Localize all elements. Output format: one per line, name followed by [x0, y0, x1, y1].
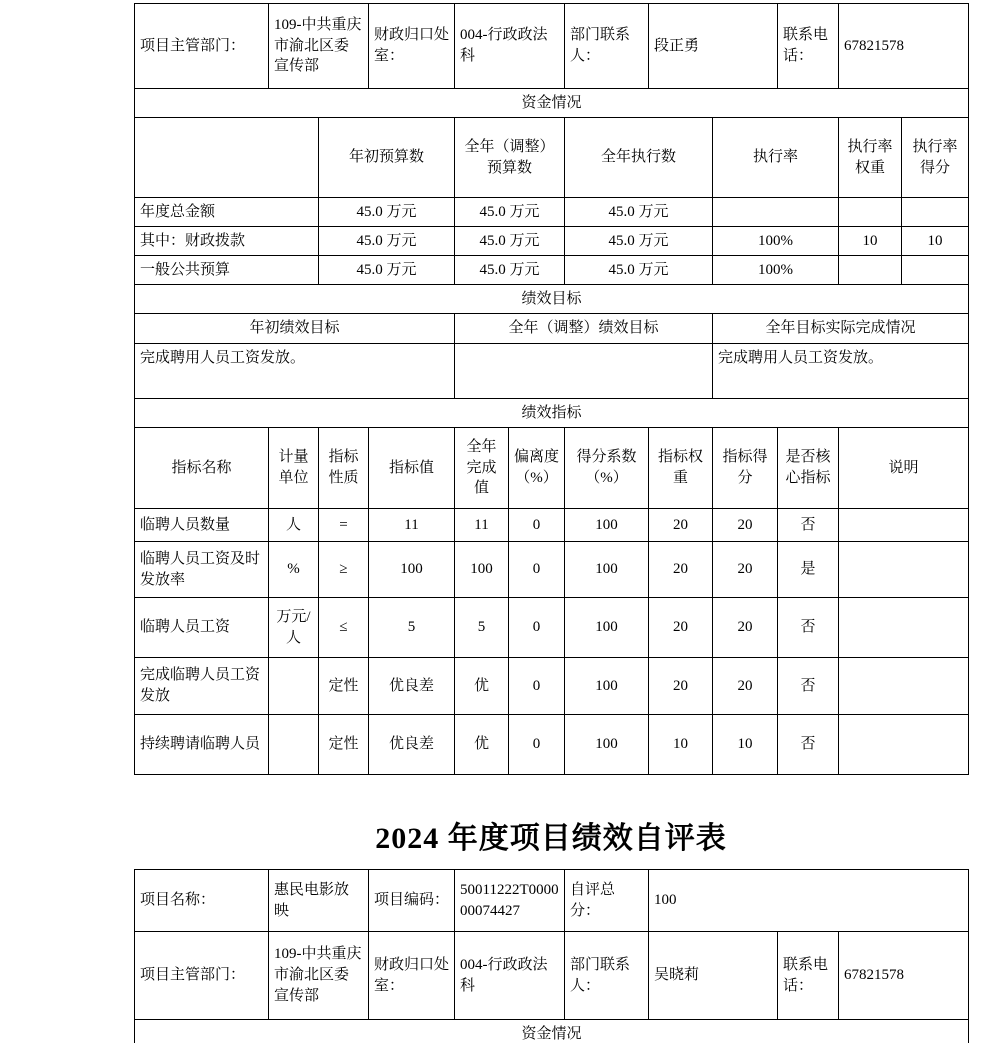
project-info-row: [135, 870, 969, 932]
table-cell: 20: [649, 542, 713, 598]
section-targets-title: 绩效目标: [135, 285, 969, 314]
initial-target-value: 完成聘用人员工资发放。: [135, 344, 455, 399]
section-targets-row: [135, 285, 969, 314]
table-cell: [902, 198, 969, 227]
table-cell: 年度总金额: [135, 198, 319, 227]
table-cell: [902, 256, 969, 285]
table-cell: 0: [509, 598, 565, 658]
table-cell: 临聘人员数量: [135, 509, 269, 542]
table-cell: 其中：财政拨款: [135, 227, 319, 256]
section-funding-title: 资金情况: [135, 89, 969, 118]
col-score: 指标得分: [713, 428, 778, 509]
table-cell: 100: [565, 658, 649, 715]
project-dept-label: 项目主管部门：: [135, 4, 269, 89]
dept-contact-label: 部门联系人：: [565, 4, 649, 89]
table-cell: 定性: [319, 715, 369, 775]
table-cell: [839, 198, 902, 227]
table-cell: 否: [778, 715, 839, 775]
col-indicator-name: 指标名称: [135, 428, 269, 509]
col-rate-score: 执行率得分: [902, 118, 969, 198]
table-cell: 45.0 万元: [565, 256, 713, 285]
col-adjusted-budget: 全年（调整）预算数: [455, 118, 565, 198]
table-cell: [269, 715, 319, 775]
dept-contact-value: 段正勇: [649, 4, 778, 89]
col-actual-completion: 全年目标实际完成情况: [713, 314, 969, 344]
table-cell: 10: [713, 715, 778, 775]
indicator-row: [135, 542, 969, 598]
col-execution-rate: 执行率: [713, 118, 839, 198]
project-dept-value: 109-中共重庆市渝北区委宣传部: [269, 932, 369, 1020]
table-cell: 5: [455, 598, 509, 658]
col-remark: 说明: [839, 428, 969, 509]
actual-completion-value: 完成聘用人员工资发放。: [713, 344, 969, 399]
indicators-header-row: [135, 428, 969, 509]
table-cell: ≤: [319, 598, 369, 658]
funding-header-row: [135, 118, 969, 198]
phone-label: 联系电话：: [778, 932, 839, 1020]
table-cell: 一般公共预算: [135, 256, 319, 285]
table-cell: 0: [509, 658, 565, 715]
adjusted-target-value: [455, 344, 713, 399]
table-cell: 45.0 万元: [455, 256, 565, 285]
table-cell: 20: [713, 542, 778, 598]
phone-label: 联系电话：: [778, 4, 839, 89]
table-cell: [135, 118, 319, 198]
table-cell: 万元/人: [269, 598, 319, 658]
table-cell: 100%: [713, 256, 839, 285]
col-adjusted-target: 全年（调整）绩效目标: [455, 314, 713, 344]
table-cell: 完成临聘人员工资发放: [135, 658, 269, 715]
project-code-label: 项目编码：: [369, 870, 455, 932]
table-cell: 定性: [319, 658, 369, 715]
table-cell: 45.0 万元: [455, 198, 565, 227]
table-cell: 45.0 万元: [565, 227, 713, 256]
finance-office-label: 财政归口处室：: [369, 4, 455, 89]
table-cell: ≥: [319, 542, 369, 598]
table-cell: 45.0 万元: [319, 227, 455, 256]
table-cell: 否: [778, 598, 839, 658]
table-cell: 临聘人员工资: [135, 598, 269, 658]
table-cell: 优: [455, 658, 509, 715]
table-cell: 100%: [713, 227, 839, 256]
table-cell: 20: [649, 509, 713, 542]
col-unit: 计量单位: [269, 428, 319, 509]
self-score-value: 100: [649, 870, 969, 932]
table-cell: 20: [713, 658, 778, 715]
dept-contact-label: 部门联系人：: [565, 932, 649, 1020]
table-cell: 10: [649, 715, 713, 775]
table-cell: 45.0 万元: [455, 227, 565, 256]
col-completed-value: 全年完成值: [455, 428, 509, 509]
funding-row-public: [135, 256, 969, 285]
dept-contact-value: 吴晓莉: [649, 932, 778, 1020]
section-funding-title: 资金情况: [135, 1020, 969, 1043]
self-score-label: 自评总分：: [565, 870, 649, 932]
table-cell: 10: [839, 227, 902, 256]
table-cell: 20: [649, 598, 713, 658]
page-title: 2024 年度项目绩效自评表: [375, 822, 727, 855]
table-cell: 临聘人员工资及时发放率: [135, 542, 269, 598]
table-cell: 0: [509, 542, 565, 598]
project-dept-label: 项目主管部门：: [135, 932, 269, 1020]
col-executed: 全年执行数: [565, 118, 713, 198]
funding-row-fiscal: [135, 227, 969, 256]
phone-value: 67821578: [839, 4, 969, 89]
project-name-label: 项目名称：: [135, 870, 269, 932]
section-funding-row: [135, 1020, 969, 1043]
col-initial-budget: 年初预算数: [319, 118, 455, 198]
table-cell: 100: [565, 715, 649, 775]
table-cell: =: [319, 509, 369, 542]
table-cell: [839, 509, 969, 542]
table-cell: 5: [369, 598, 455, 658]
table-cell: 0: [509, 715, 565, 775]
phone-value: 67821578: [839, 932, 969, 1020]
indicator-row: [135, 598, 969, 658]
col-score-coefficient: 得分系数（%）: [565, 428, 649, 509]
table-cell: 100: [565, 598, 649, 658]
table-cell: [839, 658, 969, 715]
project-dept-value: 109-中共重庆市渝北区委宣传部: [269, 4, 369, 89]
section-funding-row: [135, 89, 969, 118]
table-cell: 人: [269, 509, 319, 542]
table-cell: 45.0 万元: [319, 256, 455, 285]
table-cell: 100: [565, 509, 649, 542]
project-code-value: 50011222T000000074427: [455, 870, 565, 932]
targets-content-row: [135, 344, 969, 399]
table-cell: [713, 198, 839, 227]
table-cell: %: [269, 542, 319, 598]
col-initial-target: 年初绩效目标: [135, 314, 455, 344]
section-indicators-title: 绩效指标: [135, 399, 969, 428]
col-deviation: 偏离度（%）: [509, 428, 565, 509]
table-cell: [839, 542, 969, 598]
table-cell: 0: [509, 509, 565, 542]
finance-office-label: 财政归口处室：: [369, 932, 455, 1020]
table-cell: 11: [369, 509, 455, 542]
table-cell: 20: [713, 509, 778, 542]
table-cell: 45.0 万元: [319, 198, 455, 227]
indicator-row: [135, 715, 969, 775]
table-cell: [269, 658, 319, 715]
table-cell: 20: [649, 658, 713, 715]
finance-office-value: 004-行政政法科: [455, 932, 565, 1020]
table-cell: 优良差: [369, 715, 455, 775]
table-cell: 否: [778, 509, 839, 542]
table-cell: 20: [713, 598, 778, 658]
section-indicators-row: [135, 399, 969, 428]
dept-info-row: [135, 932, 969, 1020]
self-evaluation-table-lower: [134, 869, 969, 1043]
project-name-value: 惠民电影放映: [269, 870, 369, 932]
col-weight: 指标权重: [649, 428, 713, 509]
col-nature: 指标性质: [319, 428, 369, 509]
col-indicator-value: 指标值: [369, 428, 455, 509]
table-cell: [839, 598, 969, 658]
col-rate-weight: 执行率权重: [839, 118, 902, 198]
table-cell: 10: [902, 227, 969, 256]
table-cell: 11: [455, 509, 509, 542]
table-cell: 100: [455, 542, 509, 598]
indicator-row: [135, 509, 969, 542]
self-evaluation-table-upper: [134, 3, 969, 775]
table-cell: 否: [778, 658, 839, 715]
table-cell: 优: [455, 715, 509, 775]
col-is-core: 是否核心指标: [778, 428, 839, 509]
table-cell: 持续聘请临聘人员: [135, 715, 269, 775]
table-cell: [839, 715, 969, 775]
table-cell: 优良差: [369, 658, 455, 715]
table-cell: 45.0 万元: [565, 198, 713, 227]
finance-office-value: 004-行政政法科: [455, 4, 565, 89]
table-cell: 100: [565, 542, 649, 598]
targets-header-row: [135, 314, 969, 344]
dept-info-row: [135, 4, 969, 89]
table-cell: 100: [369, 542, 455, 598]
funding-row-total: [135, 198, 969, 227]
indicator-row: [135, 658, 969, 715]
table-cell: [839, 256, 902, 285]
table-cell: 是: [778, 542, 839, 598]
